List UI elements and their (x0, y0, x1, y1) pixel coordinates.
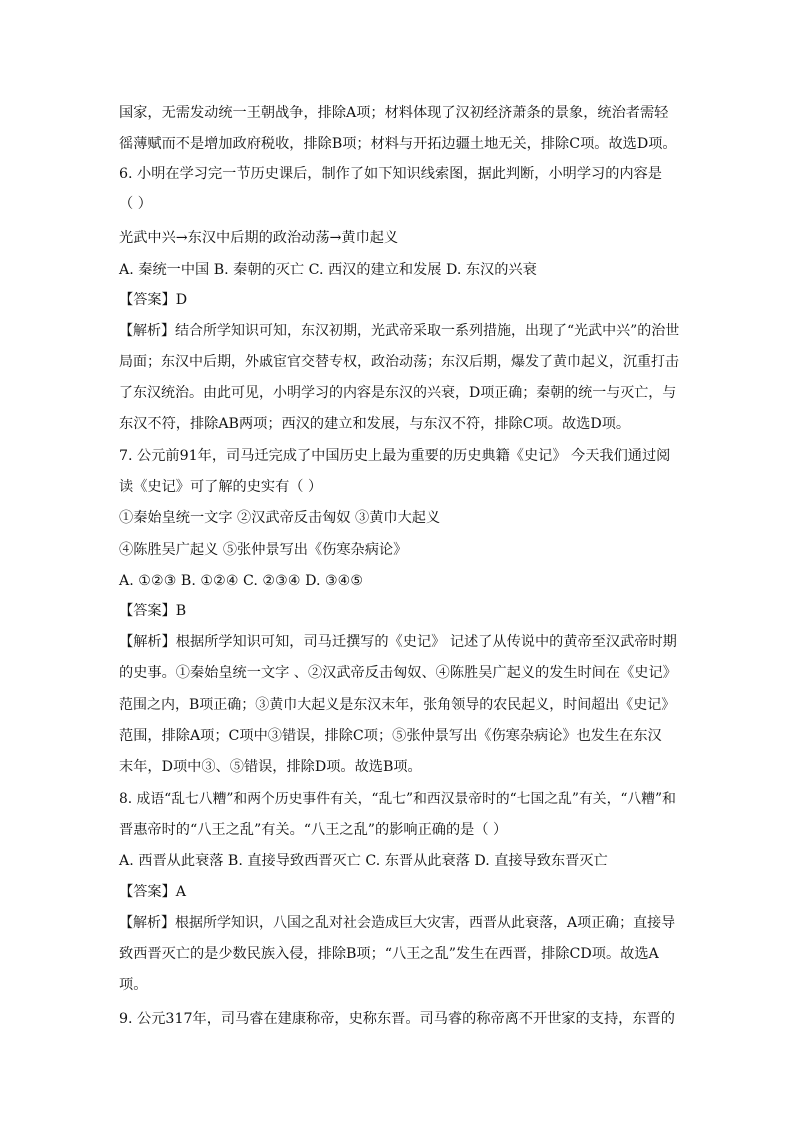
question-8-answer: 【答案】A (119, 884, 186, 900)
question-7-analysis: 范围之内，B项正确；③黄巾大起义是东汉末年，张角领导的农民起义，时间超出《史记》 (119, 697, 676, 713)
question-6-analysis: 东汉不符，排除AB两项；西汉的建立和发展，与东汉不符，排除C项。故选D项。 (119, 416, 631, 432)
question-7-stem: 读《史记》可了解的史实有（ ） (119, 479, 323, 495)
text-line: 徭薄赋而不是增加政府税收，排除B项；材料与开拓边疆土地无关，排除C项。故选D项。 (119, 136, 677, 152)
question-6-blank: （ ） (119, 196, 152, 212)
question-6-analysis: 【解析】结合所学知识可知，东汉初期，光武帝采取一系列措施，出现了“光武中兴”的治世 (119, 323, 680, 339)
question-8-stem: 晋惠帝时的“八王之乱”有关。“八王之乱”的影响正确的是（ ） (119, 822, 508, 838)
question-7-answer: 【答案】B (119, 603, 187, 619)
question-6-stem: 6. 小明在学习完一节历史课后，制作了如下知识线索图，据此判断，小明学习的内容是 (119, 166, 662, 182)
question-8-options: A. 西晋从此衰落 B. 直接导致西晋灭亡 C. 东晋从此衰落 D. 直接导致东晋灭亡 (119, 853, 608, 869)
question-6-answer: 【答案】D (119, 292, 188, 308)
question-6-options: A. 秦统一中国 B. 秦朝的灭亡 C. 西汉的建立和发展 D. 东汉的兴衰 (119, 262, 537, 278)
question-7-analysis: 范围，排除A项；C项中③错误，排除C项；⑤张仲景写出《伤寒杂病论》也发生在东汉 (119, 728, 662, 744)
text-line: 国家，无需发动统一王朝战争，排除A项；材料体现了汉初经济萧条的景象，统治者需轻 (119, 105, 669, 121)
question-7-analysis: 【解析】根据所学知识可知，司马迁撰写的《史记》 记述了从传说中的黄帝至汉武帝时期 (119, 634, 677, 650)
question-7-analysis: 末年，D项中③、⑤错误，排除D项。故选B项。 (119, 759, 422, 775)
question-7-options: A. ①②③ B. ①②④ C. ②③④ D. ③④⑤ (119, 573, 364, 589)
question-6-analysis: 局面；东汉中后期，外戚宦官交替专权，政治动荡；东汉后期，爆发了黄巾起义，沉重打击 (119, 354, 679, 370)
question-7-stem: 7. 公元前91年，司马迁完成了中国历史上最为重要的历史典籍《史记》 今天我们通过阅 (119, 448, 671, 464)
question-8-stem: 8. 成语“乱七八糟”和两个历史事件有关，“乱七”和西汉景帝时的“七国之乱”有关，“八糟”和 (119, 791, 676, 807)
question-9-stem: 9. 公元317年，司马睿在建康称帝，史称东晋。司马睿的称帝离不开世家的支持，东晋的 (119, 1011, 675, 1027)
question-8-analysis: 项。 (119, 977, 148, 993)
question-7-analysis: 的史事。①秦始皇统一文字 、②汉武帝反击匈奴、④陈胜吴广起义的发生时间在《史记》 (119, 665, 677, 681)
question-7-items: ④陈胜吴广起义 ⑤张仲景写出《伤寒杂病论》 (119, 542, 408, 558)
question-7-items: ①秦始皇统一文字 ②汉武帝反击匈奴 ③黄巾大起义 (119, 510, 441, 526)
question-6-clue-chain: 光武中兴→东汉中后期的政治动荡→黄巾起义 (119, 230, 399, 246)
question-6-analysis: 了东汉统治。由此可见，小明学习的内容是东汉的兴衰，D项正确；秦朝的统一与灭亡，与 (119, 385, 677, 401)
question-8-analysis: 致西晋灭亡的是少数民族入侵，排除B项；“八王之乱”发生在西晋，排除CD项。故选A (119, 946, 659, 962)
question-8-analysis: 【解析】根据所学知识，八国之乱对社会造成巨大灾害，西晋从此衰落，A项正确；直接导 (119, 915, 676, 931)
